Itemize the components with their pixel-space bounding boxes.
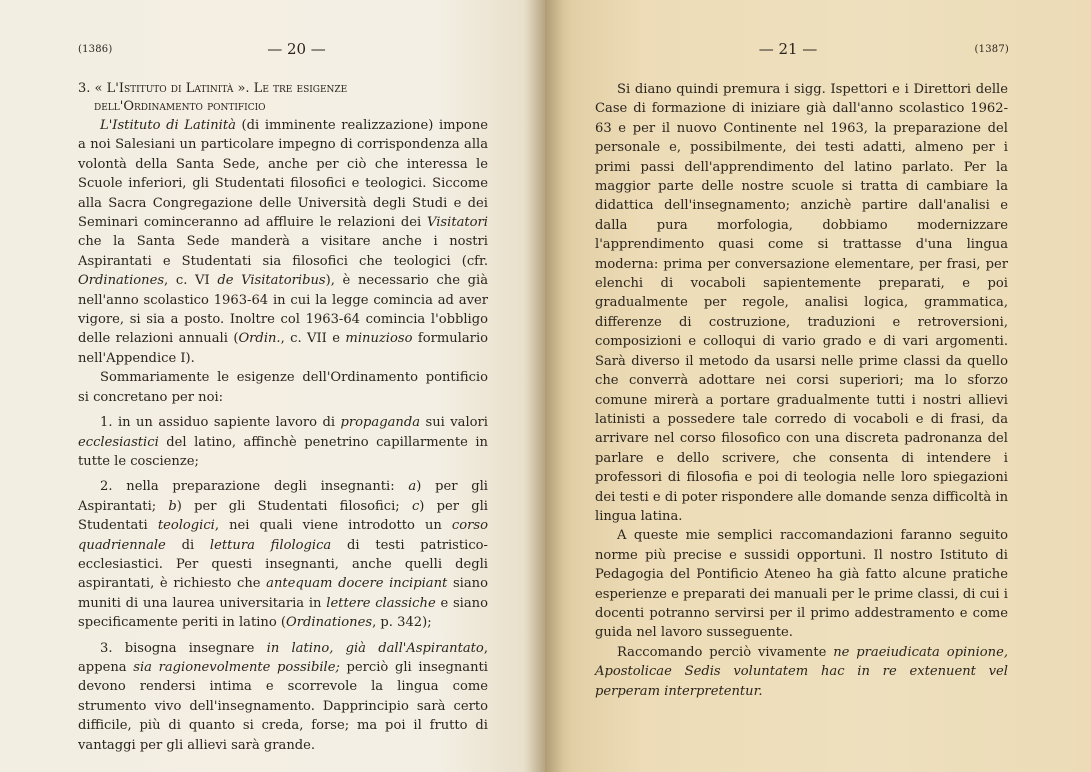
text-run: sui valori	[420, 415, 488, 431]
page-code: (1386)	[78, 44, 113, 55]
page-number: — 21 —	[758, 40, 818, 58]
page-number: — 20 —	[267, 40, 326, 58]
text-run: , c. VI	[164, 273, 218, 289]
text-run: ) per gli Studentati	[78, 498, 488, 534]
right-page-text	[595, 80, 1008, 701]
paragraph	[595, 80, 1008, 526]
italic-text: propaganda	[340, 415, 421, 431]
italic-text: sia ragionevolmente possibile;	[133, 659, 340, 675]
gutter-shadow	[527, 0, 545, 772]
italic-text: Ordinationes	[78, 273, 165, 289]
italic-text: de Visitatoribus	[217, 273, 326, 289]
italic-text: corso quadriennale	[78, 518, 488, 553]
italic-text: c	[411, 498, 420, 514]
right-page	[545, 0, 1091, 772]
text-run: , p. 342);	[372, 615, 432, 631]
text-run: 1. in un assiduo sapiente lavoro di	[100, 415, 341, 431]
text-run: , c. VII e	[280, 331, 346, 347]
list-item	[78, 639, 488, 755]
italic-text: L'Istituto di Latinità	[100, 118, 236, 133]
italic-text: Visitatori	[427, 215, 488, 231]
left-page	[0, 0, 545, 772]
italic-text: ne praeiudicata opinione, Apostolicae Sedis voluntatem hac in re extenuent vel perperam interpretentur.	[595, 644, 1008, 699]
text-run: , appena	[78, 640, 488, 675]
text-run: , nei quali viene introdotto un	[214, 518, 452, 534]
italic-text: teologici	[157, 518, 215, 534]
italic-text: b	[168, 498, 177, 514]
italic-text: ecclesiastici	[78, 434, 159, 450]
section-heading-line1: 3. « L'Istituto di Latinità ». Le tre esigenze	[78, 81, 348, 96]
text-run: siano muniti di una laurea universitaria in	[78, 576, 488, 611]
gutter-shadow	[545, 0, 563, 772]
text-run: 2. nella preparazione degli insegnanti:	[100, 479, 409, 495]
text-run: ), è necessario che già nell'anno scolastico 1963-64 in cui la legge comincia ad aver vigore, si sia a posto. Inoltre col 1963-64 comincia l'obbligo delle relazioni annuali (	[78, 273, 488, 347]
paragraph	[78, 368, 488, 407]
text-run: A queste mie semplici raccomandazioni faranno seguito norme più precise e sussidi opportuni. Il nostro Istituto di Pedagogia del Pontificio Ateneo ha già fatto alcune pratiche esperienze e preparati dei manuali per le prime classi, di cui i docenti potranno servirsi per il primo addestramento e come guida nel lavoro susseguente.	[595, 528, 1008, 641]
text-run: (di imminente realizzazione) impone a noi Salesiani un particolare impegno di corrispondenza alla volontà della Santa Sede, anche per ciò che interessa le Scuole inferiori, gli Studentati filosofici e teologici. Siccome alla Sacra Congregazione delle Università degli Studi e dei Seminari cominceranno ad affluire le relazioni dei	[78, 118, 488, 231]
paragraph	[595, 526, 1008, 642]
italic-text: in latino, già dall'Aspirantato	[266, 640, 484, 656]
paragraph	[78, 116, 488, 368]
text-run: del latino, affinchè penetrino capillarmente in tutte le coscienze;	[78, 434, 488, 469]
text-run: Sommariamente le esigenze dell'Ordinamento pontificio si concretano per noi:	[78, 370, 488, 405]
text-run: ) per gli Aspirantati;	[78, 479, 488, 514]
italic-text: a	[408, 479, 417, 495]
text-run: 3. bisogna insegnare	[100, 640, 267, 656]
page-code: (1387)	[974, 44, 1009, 55]
text-run: ) per gli Studentati filosofici;	[176, 498, 412, 514]
text-run: Raccomando perciò vivamente	[617, 644, 834, 660]
text-run: perciò gli insegnanti devono rendersi intima e scorrevole la lingua come strumento vivo dell'insegnamento. Dapprincipio sarà certo difficile, più di quanto si creda, forse; ma poi il frutto di vantaggi per gli allievi sarà grande.	[78, 659, 488, 753]
italic-text: minuzioso	[345, 331, 413, 347]
italic-text: Ordin.	[238, 331, 281, 347]
text-run: di	[165, 537, 210, 553]
section-heading	[78, 80, 488, 116]
list-item	[78, 477, 488, 632]
text-run: Si diano quindi premura i sigg. Ispettori e i Direttori delle Case di formazione di iniziare già dall'anno scolastico 1962-63 e per il nuovo Continente nel 1963, la preparazione del personale e, possibilmente, dei testi adatti, almeno per i primi passi dell'apprendimento del latino parlato. Per la maggior parte delle nostre scuole si tratta di cambiare la didattica dell'insegnamento; anzichè partire dall'analisi e dalla pura morfologia, dobbiamo modernizzare l'apprendimento quasi come si trattasse d'una lingua moderna: prima per conversazione elementare, per frasi, per elenchi di vocaboli sapientemente preparati, e poi gradualmente per regole, analisi logica, grammatica, differenze di costruzione, traduzioni e retroversioni, composizioni e colloqui di vario grado e di vari argomenti. Sarà diverso il metodo da usarsi nelle prime classi da quello che converrà adottare nei corsi superiori; ma lo sforzo comune mirerà a portare gradualmente tutti i nostri allievi latinisti a possedere tale corredo di vocaboli e di frasi, da arrivare nel corso filosofico con una discreta padronanza del parlare e dello scrivere, che consenta di intendere i professori di filosofia e poi di teologia nelle loro spiegazioni dei testi e di poter rispondere alle domande senza difficoltà in lingua latina.	[595, 82, 1008, 524]
paragraph	[595, 643, 1008, 701]
list-item	[78, 413, 488, 471]
italic-text: lettura filologica	[209, 537, 332, 553]
text-run: formulario nell'Appendice I).	[78, 331, 489, 366]
left-page-text	[78, 80, 488, 755]
italic-text: lettere classiche	[326, 595, 436, 611]
section-heading-line2: dell'Ordinamento pontificio	[94, 99, 266, 114]
text-run: e siano specificamente periti in latino (	[78, 595, 488, 631]
italic-text: Ordinationes	[286, 615, 373, 631]
text-run: di testi patristico-ecclesiastici. Per questi insegnanti, anche quelli degli aspirantati, è richiesto che	[78, 537, 488, 592]
italic-text: antequam docere incipiant	[266, 576, 448, 592]
text-run: che la Santa Sede manderà a visitare anche i nostri Aspirantati e Studentati sia filosofici che teologici (cfr.	[78, 234, 488, 269]
